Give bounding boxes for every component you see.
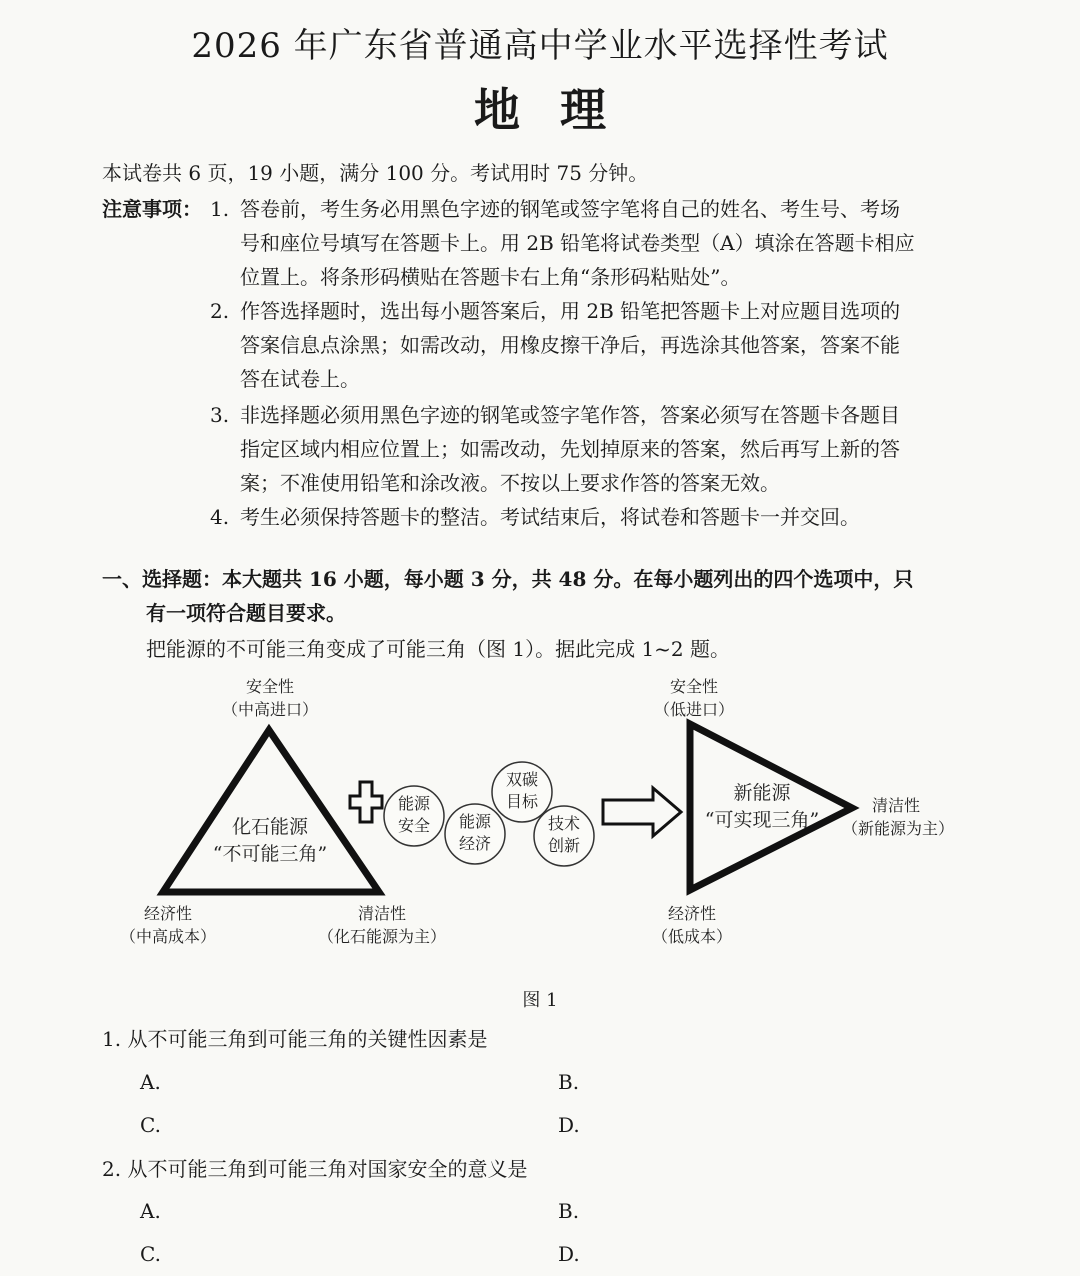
circle-text: 能源	[458, 812, 492, 831]
impossible-triangle	[163, 730, 379, 892]
note-line: 考生必须保持答题卡的整洁。考试结束后，将试卷和答题卡一并交回。	[240, 505, 860, 529]
notes-label: 注意事项：	[102, 197, 202, 221]
right-r-sub: （新能源为主）	[841, 819, 955, 838]
note-line: 指定区域内相应位置上；如需改动，先划掉原来的答案，然后再写上新的答	[240, 437, 900, 461]
option-a[interactable]: A.	[140, 1070, 161, 1094]
left-br-label: 清洁性	[357, 904, 407, 923]
note-number: 4.	[210, 505, 230, 529]
note-line: 号和座位号填写在答题卡上。用 2B 铅笔将试卷类型（A）填涂在答题卡相应	[240, 231, 915, 255]
question-stem: 2. 从不可能三角到可能三角对国家安全的意义是	[102, 1157, 528, 1181]
right-bl-label: 经济性	[667, 904, 717, 923]
left-top-sub: （中高进口）	[221, 700, 319, 719]
note-line: 答卷前，考生务必用黑色字迹的钢笔或签字笔将自己的姓名、考生号、考场	[240, 197, 900, 221]
left-center-2: “不可能三角”	[212, 843, 328, 865]
circle-text: 能源	[397, 794, 431, 813]
option-b[interactable]: B.	[558, 1070, 580, 1094]
left-center-1: 化石能源	[231, 816, 309, 838]
option-c[interactable]: C.	[140, 1113, 161, 1137]
note-line: 作答选择题时，选出每小题答案后，用 2B 铅笔把答题卡上对应题目选项的	[240, 299, 901, 323]
option-d[interactable]: D.	[558, 1113, 580, 1137]
left-br-sub: （化石能源为主）	[317, 927, 447, 946]
arrow-right-icon	[603, 788, 681, 836]
circle-text: 技术	[547, 814, 581, 833]
figure-caption: 图 1	[522, 990, 558, 1011]
exam-title: 2026 年广东省普通高中学业水平选择性考试	[191, 26, 889, 66]
energy-triangle-figure	[0, 668, 1080, 968]
circle-text: 创新	[547, 836, 581, 855]
question-stem-intro: 把能源的不可能三角变成了可能三角（图 1）。据此完成 1~2 题。	[146, 637, 731, 661]
section-heading: 一、选择题：本大题共 16 小题，每小题 3 分，共 48 分。在每小题列出的四个选项中，只	[102, 567, 914, 591]
note-line: 案；不准使用铅笔和涂改液。不按以上要求作答的答案无效。	[240, 471, 780, 495]
option-c[interactable]: C.	[140, 1242, 161, 1266]
option-b[interactable]: B.	[558, 1199, 580, 1223]
note-line: 答在试卷上。	[240, 367, 360, 391]
section-heading-cont: 有一项符合题目要求。	[146, 601, 346, 625]
circle-text: 目标	[505, 792, 539, 811]
right-bl-sub: （低成本）	[651, 927, 733, 946]
note-number: 1.	[210, 197, 230, 221]
left-bl-sub: （中高成本）	[119, 927, 217, 946]
right-r-label: 清洁性	[871, 796, 921, 815]
option-a[interactable]: A.	[140, 1199, 161, 1223]
note-line: 答案信息点涂黑；如需改动，用橡皮擦干净后，再选涂其他答案，答案不能	[240, 333, 900, 357]
achievable-triangle	[690, 724, 852, 890]
note-number: 2.	[210, 299, 230, 323]
note-line: 非选择题必须用黑色字迹的钢笔或签字笔作答，答案必须写在答题卡各题目	[240, 403, 900, 427]
circle-text: 经济	[458, 834, 492, 853]
option-d[interactable]: D.	[558, 1242, 580, 1266]
right-top-label: 安全性	[669, 677, 719, 696]
subject-title: 地理	[474, 83, 646, 137]
circle-text: 安全	[397, 816, 431, 835]
intro-text: 本试卷共 6 页，19 小题，满分 100 分。考试用时 75 分钟。	[102, 161, 649, 185]
right-center-2: “可实现三角”	[704, 809, 820, 831]
plus-icon	[350, 782, 382, 822]
note-line: 位置上。将条形码横贴在答题卡右上角“条形码粘贴处”。	[240, 265, 741, 289]
right-top-sub: （低进口）	[653, 700, 735, 719]
left-bl-label: 经济性	[143, 904, 193, 923]
question-stem: 1. 从不可能三角到可能三角的关键性因素是	[102, 1027, 488, 1051]
left-top-label: 安全性	[245, 677, 295, 696]
right-center-1: 新能源	[733, 782, 791, 804]
note-number: 3.	[210, 403, 230, 427]
circle-text: 双碳	[505, 770, 539, 789]
